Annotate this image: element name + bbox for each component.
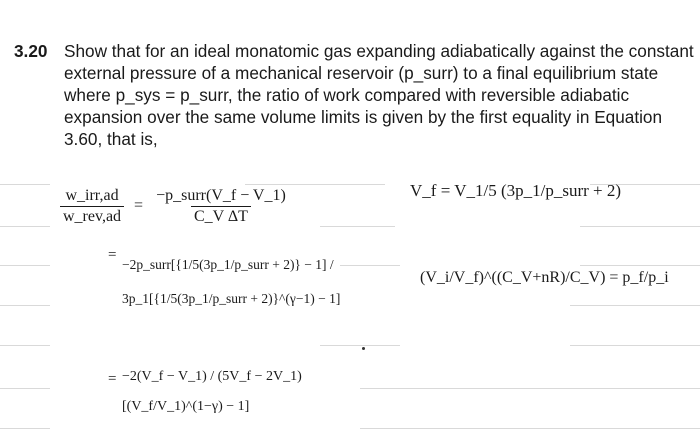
equation-2-body: −2p_surr[{1/5(3p_1/p_surr + 2)} − 1] / 3p_1[{1/5(3p_1/p_surr + 2)}^(γ−1) − 1] xyxy=(122,257,341,306)
ratio-equation: (V_i/V_f)^((C_V+nR)/C_V) = p_f/p_i xyxy=(420,269,669,286)
lhs-numerator: w_irr,ad xyxy=(65,187,119,204)
equation-3: = xyxy=(108,371,117,387)
equation-2: = xyxy=(108,247,117,263)
problem-statement xyxy=(14,40,694,150)
vf-equation: V_f = V_1/5 (3p_1/p_surr + 2) xyxy=(410,181,622,200)
equation-1 xyxy=(153,188,289,225)
problem-text: Show that for an ideal monatomic gas expanding adiabatically against the constant external pressure of a mechanical reservoir (p_surr) to a final equilibrium state where p_sys = p_surr, the ratio of work compared with reversible adiabatic expansion over the same volume limits is given by the first equality in Equation 3.60, that is, xyxy=(64,41,694,149)
equation-lhs: $\frac{\text{w\_irr,ad}}{\text{w\_rev,ad}}$ = $\frac{\text{−p\_surr(V\_f − V\_1)}}{\text{C\_V ΔT}}$ xyxy=(60,188,289,225)
eq1-denominator: C_V ΔT xyxy=(191,206,251,225)
equation-3-body: −2(V_f − V_1) / (5V_f − 2V_1)[(V_f/V_1)^(1−γ) − 1] xyxy=(122,369,302,414)
eq1-numerator: −p_surr(V_f − V_1) xyxy=(156,187,286,204)
lhs-denominator: w_rev,ad xyxy=(60,206,124,225)
problem-number: 3.20 xyxy=(14,41,48,61)
